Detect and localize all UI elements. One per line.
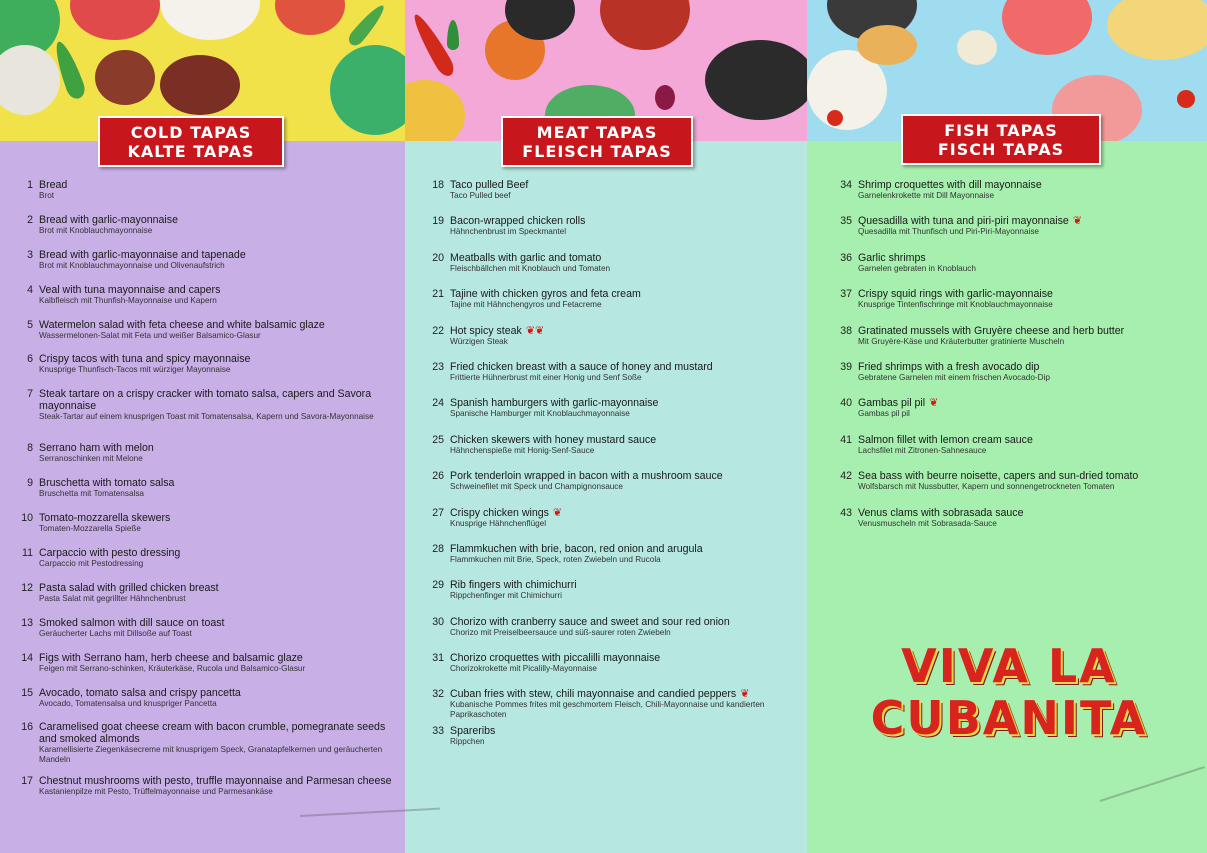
item-text xyxy=(450,543,801,579)
item-name-en: Veal with tuna mayonnaise and capers xyxy=(39,283,221,296)
item-name-de: Brot mit Knoblauchmayonnaise xyxy=(39,225,153,235)
item-number: 21 xyxy=(432,288,444,301)
item-number: 32 xyxy=(432,688,444,701)
item-number: 4 xyxy=(27,283,33,296)
menu-item xyxy=(421,288,801,324)
item-text xyxy=(450,325,801,361)
item-name-en: Sea bass with beurre noisette, capers and sun-dried tomato xyxy=(858,470,1139,483)
item-text xyxy=(450,579,801,615)
item-name-en: Chestnut mushrooms with pesto, truffle mayonnaise and Parmesan cheese xyxy=(39,775,392,788)
item-name-en: Serrano ham with melon xyxy=(39,442,154,455)
menu-item xyxy=(421,725,801,761)
item-number: 27 xyxy=(432,506,444,519)
item-name-de: Karamellisierte Ziegenkäsecreme mit knusprigem Speck, Granatapfelkernen und geräucherten Mandeln xyxy=(39,745,383,765)
item-number: 28 xyxy=(432,542,444,555)
item-name-de: Knusprige Thunfisch-Tacos mit würziger Mayonnaise xyxy=(39,365,231,375)
item-number: 33 xyxy=(432,724,444,737)
item-number: 16 xyxy=(21,721,33,734)
item-name-de: Serranoschinken mit Melone xyxy=(39,454,143,464)
item-name-en: Bread with garlic-mayonnaise and tapenade xyxy=(39,248,246,261)
item-number: 14 xyxy=(21,651,33,664)
item-name-en: Spanish hamburgers with garlic-mayonnaise xyxy=(450,397,659,410)
item-number: 39 xyxy=(840,360,852,373)
item-text xyxy=(858,179,1201,215)
item-number: 24 xyxy=(432,397,444,410)
item-name-en: Shrimp croquettes with dill mayonnaise xyxy=(858,179,1042,191)
item-name-en: Gambas pil pil xyxy=(858,397,926,410)
item-number: 12 xyxy=(21,581,33,594)
item-name-de: Garnelen gebraten in Knoblauch xyxy=(858,263,976,273)
item-text xyxy=(858,361,1201,397)
banner-title-en: MEAT TAPAS xyxy=(536,123,658,142)
item-text xyxy=(858,434,1201,470)
fish-tapas-panel xyxy=(807,0,1207,853)
item-number: 18 xyxy=(432,179,444,191)
item-number: 40 xyxy=(840,397,852,410)
banner-title-de: KALTE TAPAS xyxy=(127,142,255,161)
menu-item xyxy=(14,179,399,214)
menu-item xyxy=(14,477,399,512)
item-text xyxy=(858,470,1201,506)
item-name-de: Hähnchenspieße mit Honig-Senf-Sauce xyxy=(450,445,595,455)
menu-item xyxy=(14,617,399,652)
item-name-de: Bruschetta mit Tomatensalsa xyxy=(39,489,144,499)
menu-item xyxy=(14,249,399,284)
cold-tapas-list xyxy=(14,179,399,829)
item-name-en: Bread xyxy=(39,179,68,191)
menu-item xyxy=(421,215,801,251)
chili-pepper-icon: ❦ xyxy=(740,688,750,701)
item-name-en: Gratinated mussels with Gruyère cheese and herb butter xyxy=(858,324,1125,337)
banner-title-en: FISH TAPAS xyxy=(944,121,1058,140)
item-name-de: Tomaten-Mozzarella Spieße xyxy=(39,524,141,534)
menu-item xyxy=(829,325,1201,361)
menu-item xyxy=(14,775,399,829)
item-text xyxy=(39,284,399,319)
menu-item xyxy=(421,579,801,615)
item-name-de: Knusprige Hähnchenflügel xyxy=(450,518,547,528)
item-name-de: Kalbfleisch mit Thunfish-Mayonnaise und Kapern xyxy=(39,295,217,305)
menu-item xyxy=(14,687,399,722)
item-name-en: Meatballs with garlic and tomato xyxy=(450,251,602,264)
item-number: 25 xyxy=(432,433,444,446)
item-name-en: Carpaccio with pesto dressing xyxy=(39,547,181,560)
item-name-de: Taco Pulled beef xyxy=(450,191,511,200)
item-name-en: Tajine with chicken gyros and feta cream xyxy=(450,288,641,301)
item-name-de: Kubanische Pommes frites mit geschmortem Fleisch, Chili-Mayonnaise und kandierten Paprikaschoten xyxy=(450,700,765,720)
item-text xyxy=(39,477,399,512)
item-number: 15 xyxy=(21,686,33,699)
item-number: 38 xyxy=(840,324,852,337)
item-text xyxy=(39,319,399,354)
menu-item xyxy=(421,507,801,543)
menu-item xyxy=(829,470,1201,506)
item-name-de: Frittierte Hühnerbrust mit einer Honig und Senf Soße xyxy=(450,372,642,382)
banner-title-en: COLD TAPAS xyxy=(130,123,252,142)
item-name-en: Hot spicy steak xyxy=(450,324,522,337)
item-name-de: Venusmuscheln mit Sobrasada-Sauce xyxy=(858,518,997,528)
menu-item xyxy=(421,325,801,361)
item-number: 20 xyxy=(432,251,444,264)
item-name-en: Caramelised goat cheese cream with bacon crumble, pomegranate seeds and smoked almonds xyxy=(39,721,386,746)
item-name-de: Brot mit Knoblauchmayonnaise und Olivenaufstrich xyxy=(39,260,225,270)
menu-item xyxy=(14,442,399,477)
item-name-en: Garlic shrimps xyxy=(858,251,926,264)
chili-pepper-icon: ❦ xyxy=(552,506,563,519)
meat-tapas-banner xyxy=(501,116,693,167)
item-number: 34 xyxy=(840,179,852,191)
item-name-en: Flammkuchen with brie, bacon, red onion and arugula xyxy=(450,542,703,555)
item-number: 42 xyxy=(840,470,852,483)
item-text xyxy=(450,652,801,688)
menu-item xyxy=(14,652,399,687)
viva-la-cubanita-slogan xyxy=(859,640,1159,744)
item-number: 36 xyxy=(840,251,852,264)
item-name-de: Rippchen xyxy=(450,736,485,746)
item-text xyxy=(450,397,801,433)
item-text xyxy=(39,721,399,775)
item-name-de: Geräucherter Lachs mit Dillsoße auf Toast xyxy=(39,628,192,638)
item-text xyxy=(39,652,399,687)
item-number: 26 xyxy=(432,470,444,483)
item-name-de: Würzigen Steak xyxy=(450,336,508,346)
item-name-en: Venus clams with sobrasada sauce xyxy=(858,506,1024,519)
item-name-en: Spareribs xyxy=(450,724,496,737)
item-name-de: Feigen mit Serrano-schinken, Kräuterkäse, Rucola und Balsamico-Glasur xyxy=(39,663,306,673)
item-number: 35 xyxy=(840,215,852,228)
item-name-de: Tajine mit Hähnchengyros und Fetacreme xyxy=(450,300,602,310)
item-name-en: Crispy tacos with tuna and spicy mayonnaise xyxy=(39,353,251,366)
item-name-en: Pasta salad with grilled chicken breast xyxy=(39,581,219,594)
item-name-en: Rib fingers with chimichurri xyxy=(450,579,577,592)
item-number: 10 xyxy=(21,512,33,525)
item-text xyxy=(39,442,399,477)
item-name-en: Quesadilla with tuna and piri-piri mayonnaise xyxy=(858,215,1069,228)
item-name-de: Mit Gruyère-Käse und Kräuterbutter gratinierte Muscheln xyxy=(858,336,1065,346)
item-name-de: Flammkuchen mit Brie, Speck, roten Zwiebeln und Rucola xyxy=(450,554,661,564)
item-number: 29 xyxy=(432,579,444,592)
item-text xyxy=(858,325,1201,361)
item-name-de: Gebratene Garnelen mit einem frischen Avocado-Dip xyxy=(858,372,1050,382)
item-name-en: Tomato-mozzarella skewers xyxy=(39,512,171,525)
cold-tapas-banner xyxy=(98,116,284,167)
menu-item xyxy=(829,179,1201,215)
item-text xyxy=(39,214,399,249)
menu-item xyxy=(421,688,801,724)
menu-item xyxy=(14,214,399,249)
item-name-de: Gambas pil pil xyxy=(858,409,910,419)
item-name-en: Cuban fries with stew, chili mayonnaise and candied peppers xyxy=(450,688,737,701)
menu-item xyxy=(829,507,1201,543)
item-text xyxy=(39,353,399,388)
fish-tapas-list xyxy=(829,179,1201,543)
menu-item xyxy=(14,721,399,775)
item-text xyxy=(450,361,801,397)
item-text xyxy=(39,775,399,829)
item-name-en: Bread with garlic-mayonnaise xyxy=(39,213,178,226)
meat-tapas-list xyxy=(421,179,801,761)
item-text xyxy=(39,687,399,722)
item-number: 8 xyxy=(27,442,33,455)
item-number: 11 xyxy=(22,547,33,560)
item-name-de: Chorizo mit Preiselbeersauce und süß-saurer roten Zwiebeln xyxy=(450,627,671,637)
item-text xyxy=(39,512,399,547)
item-number: 43 xyxy=(840,506,852,519)
item-text xyxy=(39,388,399,442)
item-text xyxy=(450,434,801,470)
item-number: 7 xyxy=(27,388,33,401)
item-name-de: Wolfsbarsch mit Nussbutter, Kapern und sonnengetrockneten Tomaten xyxy=(858,482,1115,492)
banner-title-de: FISCH TAPAS xyxy=(937,140,1065,159)
item-text xyxy=(450,215,801,251)
menu-item xyxy=(829,397,1201,433)
item-text xyxy=(858,215,1201,251)
item-text xyxy=(858,288,1201,324)
item-name-de: Chorizokrokette mit Picalilly-Mayonnaise xyxy=(450,664,597,674)
menu-item xyxy=(421,361,801,397)
item-number: 37 xyxy=(840,288,852,301)
item-name-en: Fried shrimps with a fresh avocado dip xyxy=(858,360,1040,373)
slogan-line-2: CUBANITA xyxy=(870,691,1148,745)
menu-item xyxy=(421,470,801,506)
menu-item xyxy=(829,252,1201,288)
item-number: 17 xyxy=(21,775,33,788)
item-text xyxy=(450,616,801,652)
item-text xyxy=(39,582,399,617)
item-text xyxy=(39,547,399,582)
menu-item xyxy=(421,652,801,688)
item-name-en: Chicken skewers with honey mustard sauce xyxy=(450,433,657,446)
item-text xyxy=(450,179,801,215)
menu-item xyxy=(421,252,801,288)
menu-item xyxy=(829,361,1201,397)
item-name-de: Avocado, Tomatensalsa und knuspriger Pancetta xyxy=(39,698,217,708)
item-text xyxy=(39,249,399,284)
chili-pepper-icon: ❦❦ xyxy=(525,324,545,337)
item-name-en: Crispy squid rings with garlic-mayonnaise xyxy=(858,288,1053,301)
item-text xyxy=(858,252,1201,288)
item-name-en: Crispy chicken wings xyxy=(450,506,549,519)
menu-item xyxy=(421,543,801,579)
item-name-en: Watermelon salad with feta cheese and white balsamic glaze xyxy=(39,318,325,331)
banner-title-de: FLEISCH TAPAS xyxy=(522,142,672,161)
menu-item xyxy=(421,616,801,652)
fish-tapas-banner xyxy=(901,114,1101,165)
item-name-de: Brot xyxy=(39,191,55,200)
item-name-de: Lachsfilet mit Zitronen-Sahnesauce xyxy=(858,445,987,455)
menu-item xyxy=(14,284,399,319)
menu-item xyxy=(14,319,399,354)
item-text xyxy=(450,725,801,761)
item-name-en: Steak tartare on a crispy cracker with tomato salsa, capers and Savora mayonnaise xyxy=(39,388,372,413)
item-number: 2 xyxy=(27,213,33,226)
item-number: 6 xyxy=(27,353,33,366)
item-number: 1 xyxy=(27,179,33,191)
item-name-de: Knusprige Tintenfischringe mit Knoblauchmayonnaise xyxy=(858,300,1053,310)
menu-item xyxy=(14,388,399,442)
item-number: 30 xyxy=(432,615,444,628)
menu-item xyxy=(421,397,801,433)
item-name-de: Garnelenkrokette mit Dill Mayonnaise xyxy=(858,191,995,200)
item-name-en: Smoked salmon with dill sauce on toast xyxy=(39,616,225,629)
item-name-de: Fleischbällchen mit Knoblauch und Tomaten xyxy=(450,263,611,273)
menu-item xyxy=(14,547,399,582)
item-number: 41 xyxy=(840,433,852,446)
item-number: 22 xyxy=(432,324,444,337)
menu-item xyxy=(829,434,1201,470)
item-text xyxy=(39,179,399,214)
item-number: 13 xyxy=(21,616,33,629)
meat-tapas-panel xyxy=(405,0,807,853)
menu-item xyxy=(829,215,1201,251)
item-text xyxy=(39,617,399,652)
item-text xyxy=(858,397,1201,433)
item-name-en: Figs with Serrano ham, herb cheese and balsamic glaze xyxy=(39,651,303,664)
menu-item xyxy=(421,179,801,215)
item-name-en: Bacon-wrapped chicken rolls xyxy=(450,215,586,228)
chili-pepper-icon: ❦ xyxy=(929,397,939,410)
menu-item xyxy=(829,288,1201,324)
item-name-en: Salmon fillet with lemon cream sauce xyxy=(858,433,1033,446)
item-name-de: Wassermelonen-Salat mit Feta und weißer Balsamico-Glasur xyxy=(39,330,261,340)
slogan-line-1: VIVA LA xyxy=(901,639,1117,693)
item-text xyxy=(450,252,801,288)
menu-item xyxy=(14,582,399,617)
item-name-de: Quesadilla mit Thunfisch und Piri-Piri-Mayonnaise xyxy=(858,227,1039,237)
chili-pepper-icon: ❦ xyxy=(1072,215,1083,228)
item-name-en: Fried chicken breast with a sauce of honey and mustard xyxy=(450,360,713,373)
item-name-de: Rippchenfinger mit Chimichurri xyxy=(450,591,562,601)
menu-item xyxy=(14,512,399,547)
item-name-de: Pasta Salat mit gegrillter Hähnchenbrust xyxy=(39,593,186,603)
item-name-en: Pork tenderloin wrapped in bacon with a mushroom sauce xyxy=(450,470,723,483)
item-name-en: Chorizo croquettes with piccalilli mayonnaise xyxy=(450,652,661,665)
item-number: 3 xyxy=(27,248,33,261)
item-text xyxy=(450,470,801,506)
item-name-de: Hähnchenbrust im Speckmantel xyxy=(450,227,567,237)
item-text xyxy=(858,507,1201,543)
item-number: 5 xyxy=(27,318,33,331)
item-name-en: Taco pulled Beef xyxy=(450,179,529,191)
item-name-de: Carpaccio mit Pestodressing xyxy=(39,559,144,569)
cold-tapas-panel xyxy=(0,0,405,853)
item-number: 31 xyxy=(432,652,444,665)
item-name-de: Steak-Tartar auf einem knusprigen Toast mit Tomatensalsa, Kapern und Savora-Mayonnaise xyxy=(39,412,374,422)
menu-item xyxy=(421,434,801,470)
item-number: 23 xyxy=(432,360,444,373)
menu-item xyxy=(14,353,399,388)
item-name-de: Spanische Hamburger mit Knoblauchmayonnaise xyxy=(450,409,630,419)
item-name-en: Chorizo with cranberry sauce and sweet and sour red onion xyxy=(450,615,730,628)
item-number: 19 xyxy=(432,215,444,228)
item-text xyxy=(450,288,801,324)
item-name-de: Kastanienpilze mit Pesto, Trüffelmayonnaise und Parmesankäse xyxy=(39,787,273,797)
item-text xyxy=(450,688,801,724)
item-name-de: Schweinefilet mit Speck und Champignonsauce xyxy=(450,482,623,492)
item-name-en: Bruschetta with tomato salsa xyxy=(39,477,175,490)
item-number: 9 xyxy=(27,477,33,490)
item-name-en: Avocado, tomato salsa and crispy pancetta xyxy=(39,686,241,699)
item-text xyxy=(450,507,801,543)
